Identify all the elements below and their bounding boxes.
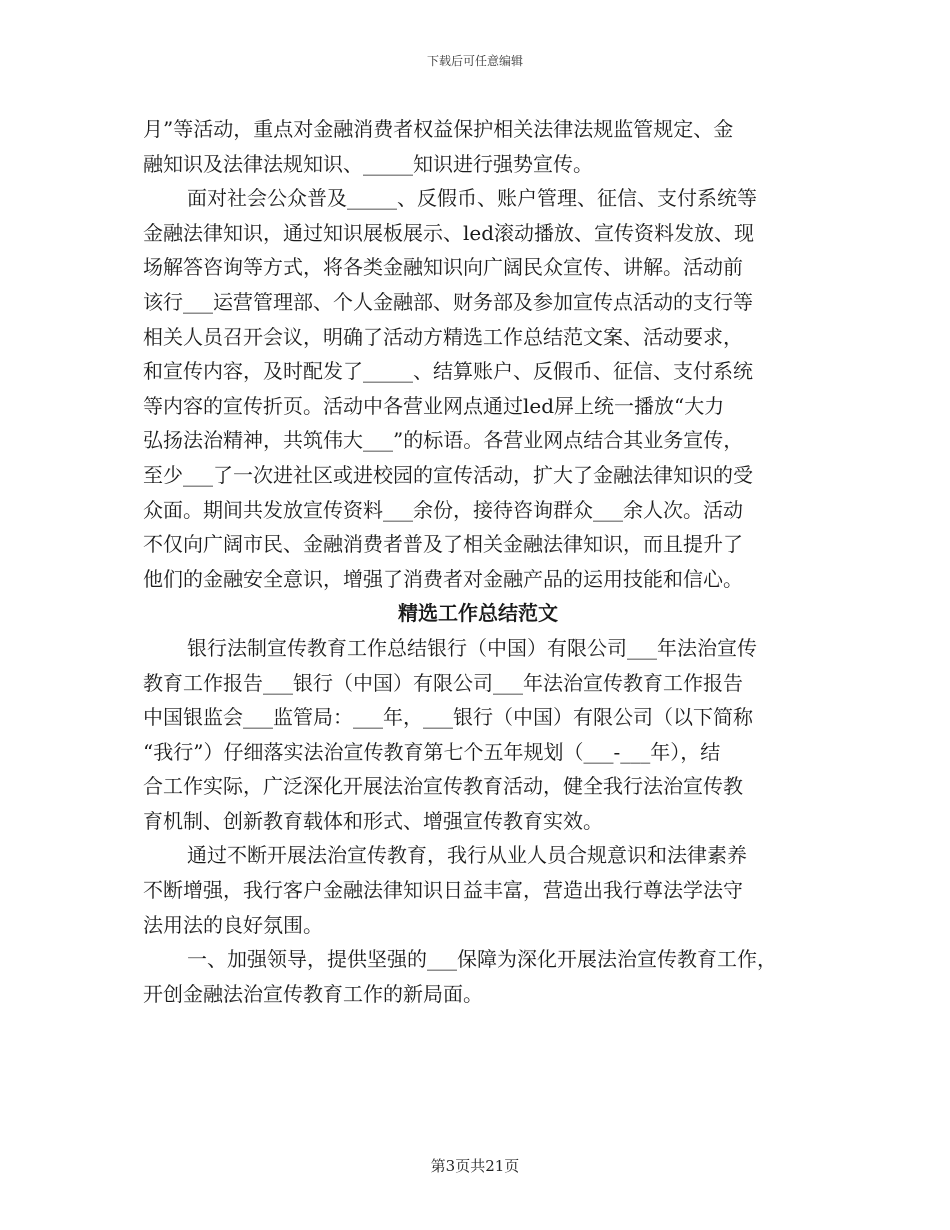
text-line: 月”等活动，重点对金融消费者权益保护相关法律法规监管规定、金	[143, 117, 734, 141]
text-line: 一、加强领导，提供坚强的___保障为深化开展法治宣传教育工作，	[187, 947, 777, 972]
text-line: 银行法制宣传教育工作总结银行（中国）有限公司___年法治宣传	[187, 635, 757, 660]
text-line: 面对社会公众普及_____、反假币、账户管理、征信、支付系统等	[187, 186, 757, 211]
text-line: 不断增强，我行客户金融法律知识日益丰富，营造出我行尊法学法守	[143, 878, 743, 903]
text-line: 教育工作报告___银行（中国）有限公司___年法治宣传教育工作报告	[143, 670, 743, 695]
text-line: 众面。期间共发放宣传资料___余份，接待咨询群众___余人次。活动	[143, 497, 743, 522]
section-title: 精选工作总结范文	[398, 601, 558, 626]
page-footer: 第3页共21页	[430, 1157, 520, 1175]
text-line: “我行”）仔细落实法治宣传教育第七个五年规划（___-___年），结	[143, 739, 721, 764]
page-header: 下载后可任意编辑	[426, 54, 523, 68]
text-line: 开创金融法治宣传教育工作的新局面。	[143, 981, 483, 1006]
text-line: 他们的金融安全意识，增强了消费者对金融产品的运用技能和信心。	[143, 566, 743, 591]
text-line: 至少___了一次进社区或进校园的宣传活动，扩大了金融法律知识的受	[143, 462, 753, 487]
text-line: 等内容的宣传折页。活动中各营业网点通过led屏上统一播放“大力	[143, 393, 725, 418]
text-line: 相关人员召开会议，明确了活动方精选工作总结范文案、活动要求，	[143, 324, 743, 349]
text-line: 金融法律知识，通过知识展板展示、led滚动播放、宣传资料发放、现	[143, 220, 755, 245]
text-line: 通过不断开展法治宣传教育，我行从业人员合规意识和法律素养	[187, 843, 747, 868]
text-line: 法用法的良好氛围。	[143, 912, 323, 937]
text-line: 该行___运营管理部、个人金融部、财务部及参加宣传点活动的支行等	[143, 289, 753, 314]
text-line: 场解答咨询等方式，将各类金融知识向广阔民众宣传、讲解。活动前	[143, 255, 743, 280]
text-line: 育机制、创新教育载体和形式、增强宣传教育实效。	[143, 808, 603, 833]
text-line: 和宣传内容，及时配发了_____、结算账户、反假币、征信、支付系统	[143, 359, 753, 384]
text-line: 中国银监会___监管局：___年，___银行（中国）有限公司（以下简称	[143, 705, 753, 730]
text-line: 合工作实际，广泛深化开展法治宣传教育活动，健全我行法治宣传教	[143, 774, 743, 799]
text-line: 不仅向广阔市民、金融消费者普及了相关金融法律知识，而且提升了	[143, 532, 743, 557]
text-line: 融知识及法律法规知识、_____知识进行强势宣传。	[143, 151, 593, 176]
document-body	[143, 112, 813, 1011]
text-line: 弘扬法治精神，共筑伟大___”的标语。各营业网点结合其业务宣传，	[143, 428, 744, 453]
